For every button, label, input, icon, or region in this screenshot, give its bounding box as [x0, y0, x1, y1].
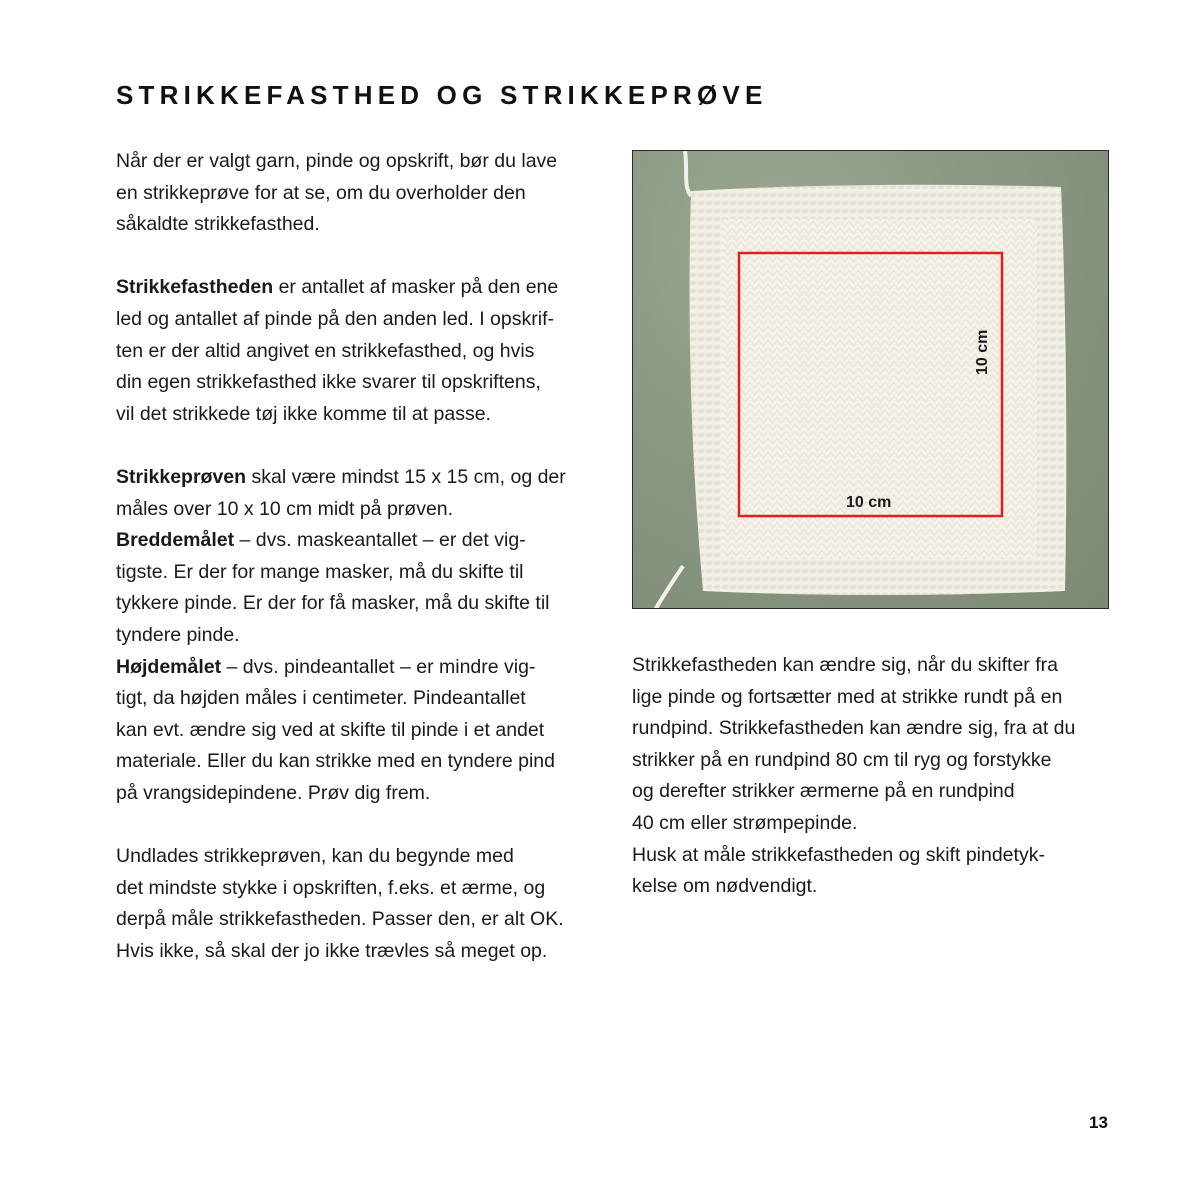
- paragraph-rundpind: Strikkefastheden kan ændre sig, når du skifter fra lige pinde og fortsætter med at strikke rundt på en rundpind. Strikkefastheden kan ændre sig, fra at du strikker på en rundpind 80 cm til ryg og forstykke og derefter strikker ærmerne på en rundpind 40 cm eller strømpepinde.: [632, 654, 1076, 834]
- term-hoejdemaalet: Højdemålet: [116, 655, 222, 678]
- paragraph-husk: Husk at måle strikkefastheden og skift pindetyk- kelse om nødvendigt.: [632, 843, 1045, 898]
- paragraph-strikkeproeven: Strikkeprøven skal være mindst 15 x 15 cm, og der måles over 10 x 10 cm midt på prøven.: [116, 465, 566, 520]
- right-column: [632, 650, 1132, 903]
- label-height: 10 cm: [974, 329, 991, 375]
- paragraph-breddemaalet: Breddemålet – dvs. maskeantallet – er det vig- tigste. Er der for mange masker, må du skifte til tykkere pinde. Er der for få masker, må du skifte til tyndere pinde.: [116, 529, 550, 646]
- term-breddemaalet: Breddemålet: [116, 529, 235, 552]
- term-strikkeproeven: Strikkeprøven: [116, 465, 247, 488]
- term-strikkefastheden: Strikkefastheden: [116, 276, 274, 299]
- knitted-swatch-photo: [632, 150, 1109, 609]
- swatch-illustration: [633, 151, 1109, 609]
- page-number: 13: [1089, 1113, 1108, 1132]
- paragraph-intro: Når der er valgt garn, pinde og opskrift, bør du lave en strikkeprøve for at se, om du overholder den såkaldte strikkefasthed.: [116, 150, 558, 236]
- page-title: STRIKKEFASTHED OG STRIKKEPRØVE: [116, 80, 768, 110]
- paragraph-undlades: Undlades strikkeprøven, kan du begynde med det mindste stykke i opskriften, f.eks. et ærme, og derpå måle strikkefastheden. Passer den, er alt OK. Hvis ikke, så skal der jo ikke trævles så meget op.: [116, 845, 564, 962]
- left-column: [116, 146, 606, 967]
- paragraph-hoejdemaalet: Højdemålet – dvs. pindeantallet – er mindre vig- tigt, da højden måles i centimeter. Pindeantallet kan evt. ændre sig ved at skifte til pinde i et andet materiale. Eller du kan strikke med en tyndere pind på vrangsidepindene. Prøv dig frem.: [116, 655, 555, 804]
- paragraph-strikkefasthed: Strikkefastheden er antallet af masker på den ene led og antallet af pinde på den anden led. I opskrif- ten er der altid angivet en strikkefasthed, og hvis din egen strikkefasthed ikke svarer til opskriftens, vil det strikkede tøj ikke komme til at passe.: [116, 276, 559, 425]
- label-width: 10 cm: [846, 494, 892, 511]
